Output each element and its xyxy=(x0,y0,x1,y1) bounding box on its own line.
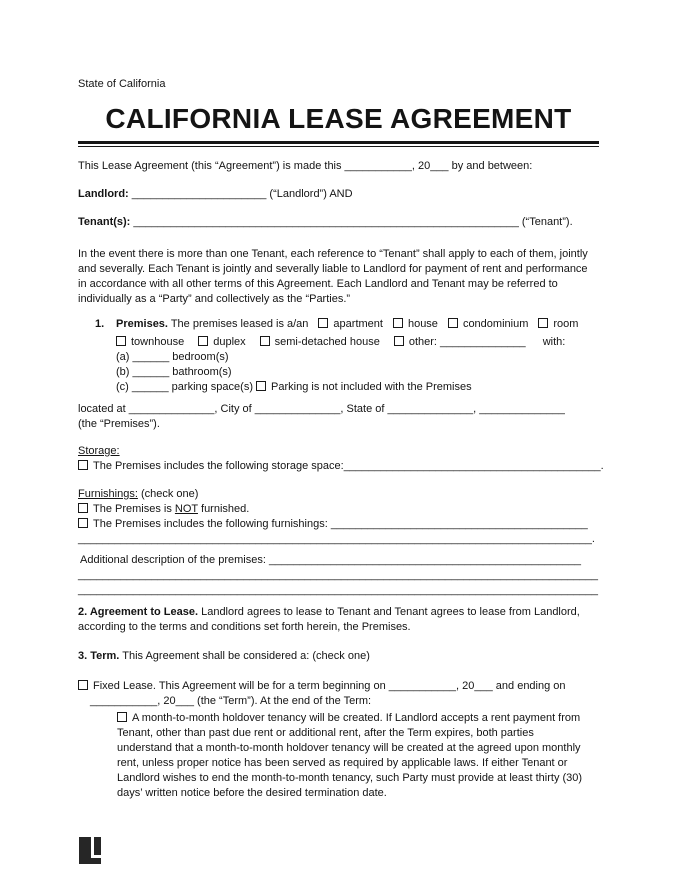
holdover-line-6: days’ written notice before the desired termination date. xyxy=(117,787,387,799)
holdover-block xyxy=(117,711,599,801)
checkbox-icon[interactable] xyxy=(78,460,88,470)
landlord-label: Landlord: xyxy=(78,188,129,200)
furnishings-heading: Furnishings: xyxy=(78,488,138,500)
checkbox-holdover[interactable]: A month-to-month holdover tenancy will be created. If Landlord accepts a rent payment from xyxy=(117,712,580,724)
title-divider xyxy=(78,141,599,147)
additional-blank-1: ___________________________________________________ xyxy=(268,554,581,566)
checkbox-furnished[interactable]: The Premises includes the following furnishings: xyxy=(78,518,331,530)
fixed-lease-line2: ___________, 20___ (the “Term”). At the end of the Term: xyxy=(90,695,372,707)
checkbox-option-duplex[interactable]: duplex xyxy=(198,336,245,348)
holdover-line-1 xyxy=(117,711,599,726)
checkbox-option-room[interactable]: room xyxy=(538,318,578,330)
state-label: State of California xyxy=(78,78,166,90)
checkbox-option-condominium[interactable]: condominium xyxy=(448,318,528,330)
checkbox-icon[interactable] xyxy=(78,518,88,528)
with-label: with: xyxy=(539,336,566,348)
not-emphasis: NOT xyxy=(174,503,198,515)
furnishings-heading-suffix: (check one) xyxy=(137,488,199,500)
checkbox-icon[interactable] xyxy=(394,336,404,346)
storage-block xyxy=(78,444,604,474)
parking-blank: ______ xyxy=(131,381,169,393)
agreement-heading: 2. Agreement to Lease. xyxy=(78,606,199,618)
checkbox-option-semi-detached[interactable]: semi-detached house xyxy=(260,336,380,348)
checkbox-icon[interactable] xyxy=(393,318,403,328)
additional-blank-3: _____________________________________________________________________________________ xyxy=(78,584,599,596)
checkbox-option-townhouse[interactable]: townhouse xyxy=(116,336,184,348)
furnished-line xyxy=(78,517,599,532)
premises-heading: Premises. xyxy=(116,318,168,330)
section-term xyxy=(78,649,599,664)
checkbox-icon[interactable] xyxy=(318,318,328,328)
checkbox-icon[interactable] xyxy=(78,680,88,690)
furnishings-blank-line: ____________________________________________________________________________________. xyxy=(78,533,595,545)
checkbox-option-apartment[interactable]: apartment xyxy=(318,318,383,330)
checkbox-icon[interactable] xyxy=(117,712,127,722)
premises-type-row1 xyxy=(116,317,588,332)
section-number: 1. xyxy=(95,318,105,330)
storage-blank: __________________________________________. xyxy=(343,460,604,472)
premises-tag-line: (the “Premises”). xyxy=(78,418,160,430)
landlord-blank: ______________________ (“Landlord”) AND xyxy=(128,188,353,200)
checkbox-fixed-lease[interactable]: Fixed Lease. This Agreement will be for a term beginning on ___________, 20___ and ending on xyxy=(78,680,566,692)
premises-type-row2 xyxy=(116,335,588,350)
additional-label: Additional description of the premises: xyxy=(80,554,269,566)
checkbox-icon[interactable] xyxy=(538,318,548,328)
bathrooms-blank: ______ xyxy=(132,366,170,378)
landlord-line xyxy=(78,187,599,202)
holdover-line-3: understand that a month-to-month holdover tenancy will be created at the agreed upon monthly xyxy=(117,742,581,754)
other-blank: ______________ xyxy=(440,336,526,348)
tenant-blank: _______________________________________________________________ (“Tenant”). xyxy=(130,216,573,228)
premises-lead: The premises leased is a/an xyxy=(167,318,309,330)
additional-blank-2: _____________________________________________________________________________________ xyxy=(78,569,599,581)
additional-label-line xyxy=(78,553,599,568)
opening-line: This Lease Agreement (this “Agreement”) is made this ___________, 20___ by and between: xyxy=(78,160,533,172)
bedrooms-blank: ______ xyxy=(132,351,170,363)
term-heading: 3. Term. xyxy=(78,650,120,662)
not-furnished-line xyxy=(78,502,599,517)
fixed-lease-block xyxy=(78,679,599,709)
additional-description-block xyxy=(78,553,599,598)
checkbox-icon[interactable] xyxy=(78,503,88,513)
parties-paragraph: In the event there is more than one Tenant, each reference to “Tenant” shall apply to each of them, jointly and severally. Each Tenant is jointly and severally liable to Landlord for payment of rent and performance in accordance with all other terms of this Agreement. Each Landlord and Tenant may be referred to individually as a “Party” and collectively as the “Parties.” xyxy=(78,248,588,305)
holdover-line-2: Tenant, other than past due rent or additional rent, after the Term expires, both parties xyxy=(117,727,534,739)
section-premises xyxy=(78,317,599,395)
storage-heading: Storage: xyxy=(78,445,120,457)
checkbox-option-house[interactable]: house xyxy=(393,318,438,330)
located-line: located at ______________, City of ______________, State of ______________, ______________ xyxy=(78,403,565,415)
located-block xyxy=(78,402,599,432)
checkbox-storage[interactable]: The Premises includes the following storage space: xyxy=(78,460,344,472)
furnishings-blank: __________________________________________ xyxy=(330,518,588,530)
checkbox-icon[interactable] xyxy=(260,336,270,346)
furnishings-block xyxy=(78,487,599,547)
section-agreement-to-lease xyxy=(78,605,599,635)
legaltemplates-logo-icon xyxy=(79,837,101,864)
bedrooms-line: (a) ______ bedroom(s) xyxy=(116,351,229,363)
checkbox-icon[interactable] xyxy=(116,336,126,346)
term-body: This Agreement shall be considered a: (check one) xyxy=(119,650,370,662)
checkbox-not-furnished[interactable]: The Premises is NOT furnished. xyxy=(78,503,249,515)
page-title: CALIFORNIA LEASE AGREEMENT xyxy=(105,103,572,134)
checkbox-icon[interactable] xyxy=(198,336,208,346)
storage-option-line xyxy=(78,459,604,474)
checkbox-icon[interactable] xyxy=(256,381,266,391)
checkbox-option-no-parking[interactable]: Parking is not included with the Premises xyxy=(256,381,472,393)
bathrooms-line: (b) ______ bathroom(s) xyxy=(116,366,232,378)
tenant-label: Tenant(s): xyxy=(78,216,131,228)
holdover-line-4: rent, unless proper notice has been served as required by applicable laws. If either Tenant or xyxy=(117,757,568,769)
fixed-lease-line1 xyxy=(78,679,599,694)
parking-line: (c) ______ parking space(s) Parking is not included with the Premises xyxy=(116,381,472,393)
document-content xyxy=(78,0,604,801)
checkbox-icon[interactable] xyxy=(448,318,458,328)
section-premises-body xyxy=(116,317,588,395)
checkbox-option-other[interactable]: other: ______________ xyxy=(394,336,526,348)
agreement-body: Landlord agrees to lease to Tenant and Tenant agrees to lease from Landlord, according to the terms and conditions set forth herein, the Premises. xyxy=(78,606,580,633)
tenant-line xyxy=(78,215,599,230)
holdover-line-5: Landlord wishes to end the month-to-month tenancy, such Party must provide at least thirty (30) xyxy=(117,772,583,784)
